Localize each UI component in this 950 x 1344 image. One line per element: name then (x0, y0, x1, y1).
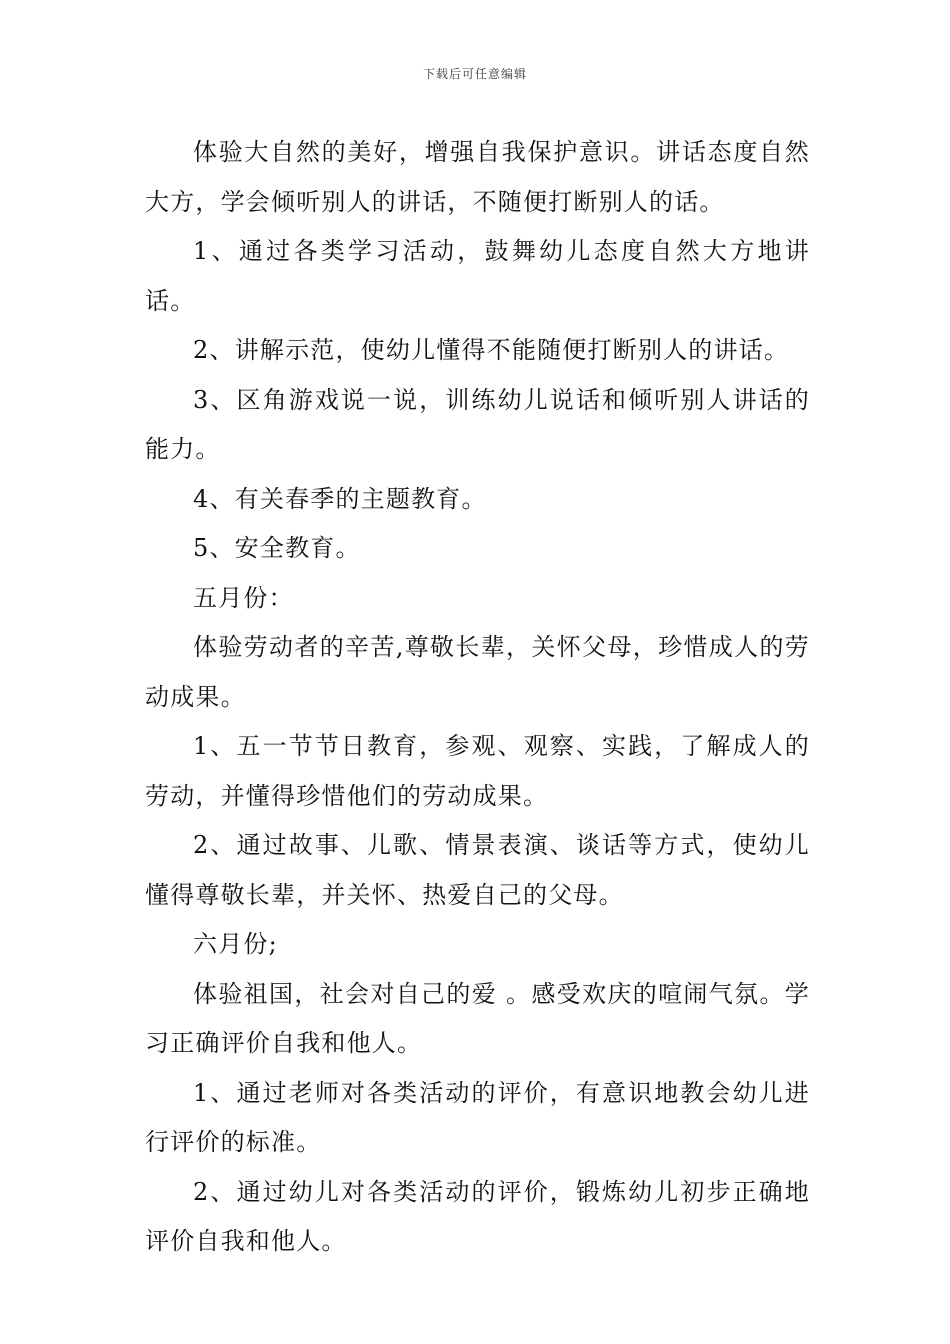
paragraph-item: 2、讲解示范，使幼儿懂得不能随便打断别人的讲话。 (193, 336, 790, 364)
paragraph-intro-june: 体验祖国，社会对自己的爱 。感受欢庆的喧闹气氛。学习正确评价自我和他人。 (145, 979, 810, 1057)
paragraph-item: 2、通过故事、儿歌、情景表演、谈话等方式，使幼儿懂得尊敬长辈，并关怀、热爱自己的父母。 (145, 831, 810, 909)
paragraph-item: 5、安全教育。 (193, 534, 361, 562)
paragraph-item: 3、区角游戏说一说，训练幼儿说话和倾听别人讲话的能力。 (145, 385, 810, 463)
paragraph-item: 2、通过幼儿对各类活动的评价，锻炼幼儿初步正确地评价自我和他人。 (145, 1177, 810, 1255)
paragraph-intro-may: 体验劳动者的辛苦,尊敬长辈，关怀父母，珍惜成人的劳动成果。 (145, 633, 810, 711)
paragraph-item: 4、有关春季的主题教育。 (193, 484, 487, 513)
document-body (145, 128, 810, 1267)
section-heading-may: 五月份： (193, 583, 294, 612)
section-heading-june: 六月份; (193, 930, 278, 958)
paragraph-intro-april: 体验大自然的美好，增强自我保护意识。讲话态度自然大方，学会倾听别人的讲话，不随便打断别人的话。 (145, 138, 810, 216)
paragraph-item: 1、通过各类学习活动，鼓舞幼儿态度自然大方地讲话。 (145, 237, 810, 315)
paragraph-item: 1、通过老师对各类活动的评价，有意识地教会幼儿进行评价的标准。 (145, 1078, 810, 1156)
header-note: 下载后可任意编辑 (422, 67, 527, 81)
paragraph-item: 1、五一节节日教育，参观、观察、实践，了解成人的劳动，并懂得珍惜他们的劳动成果。 (145, 732, 810, 810)
